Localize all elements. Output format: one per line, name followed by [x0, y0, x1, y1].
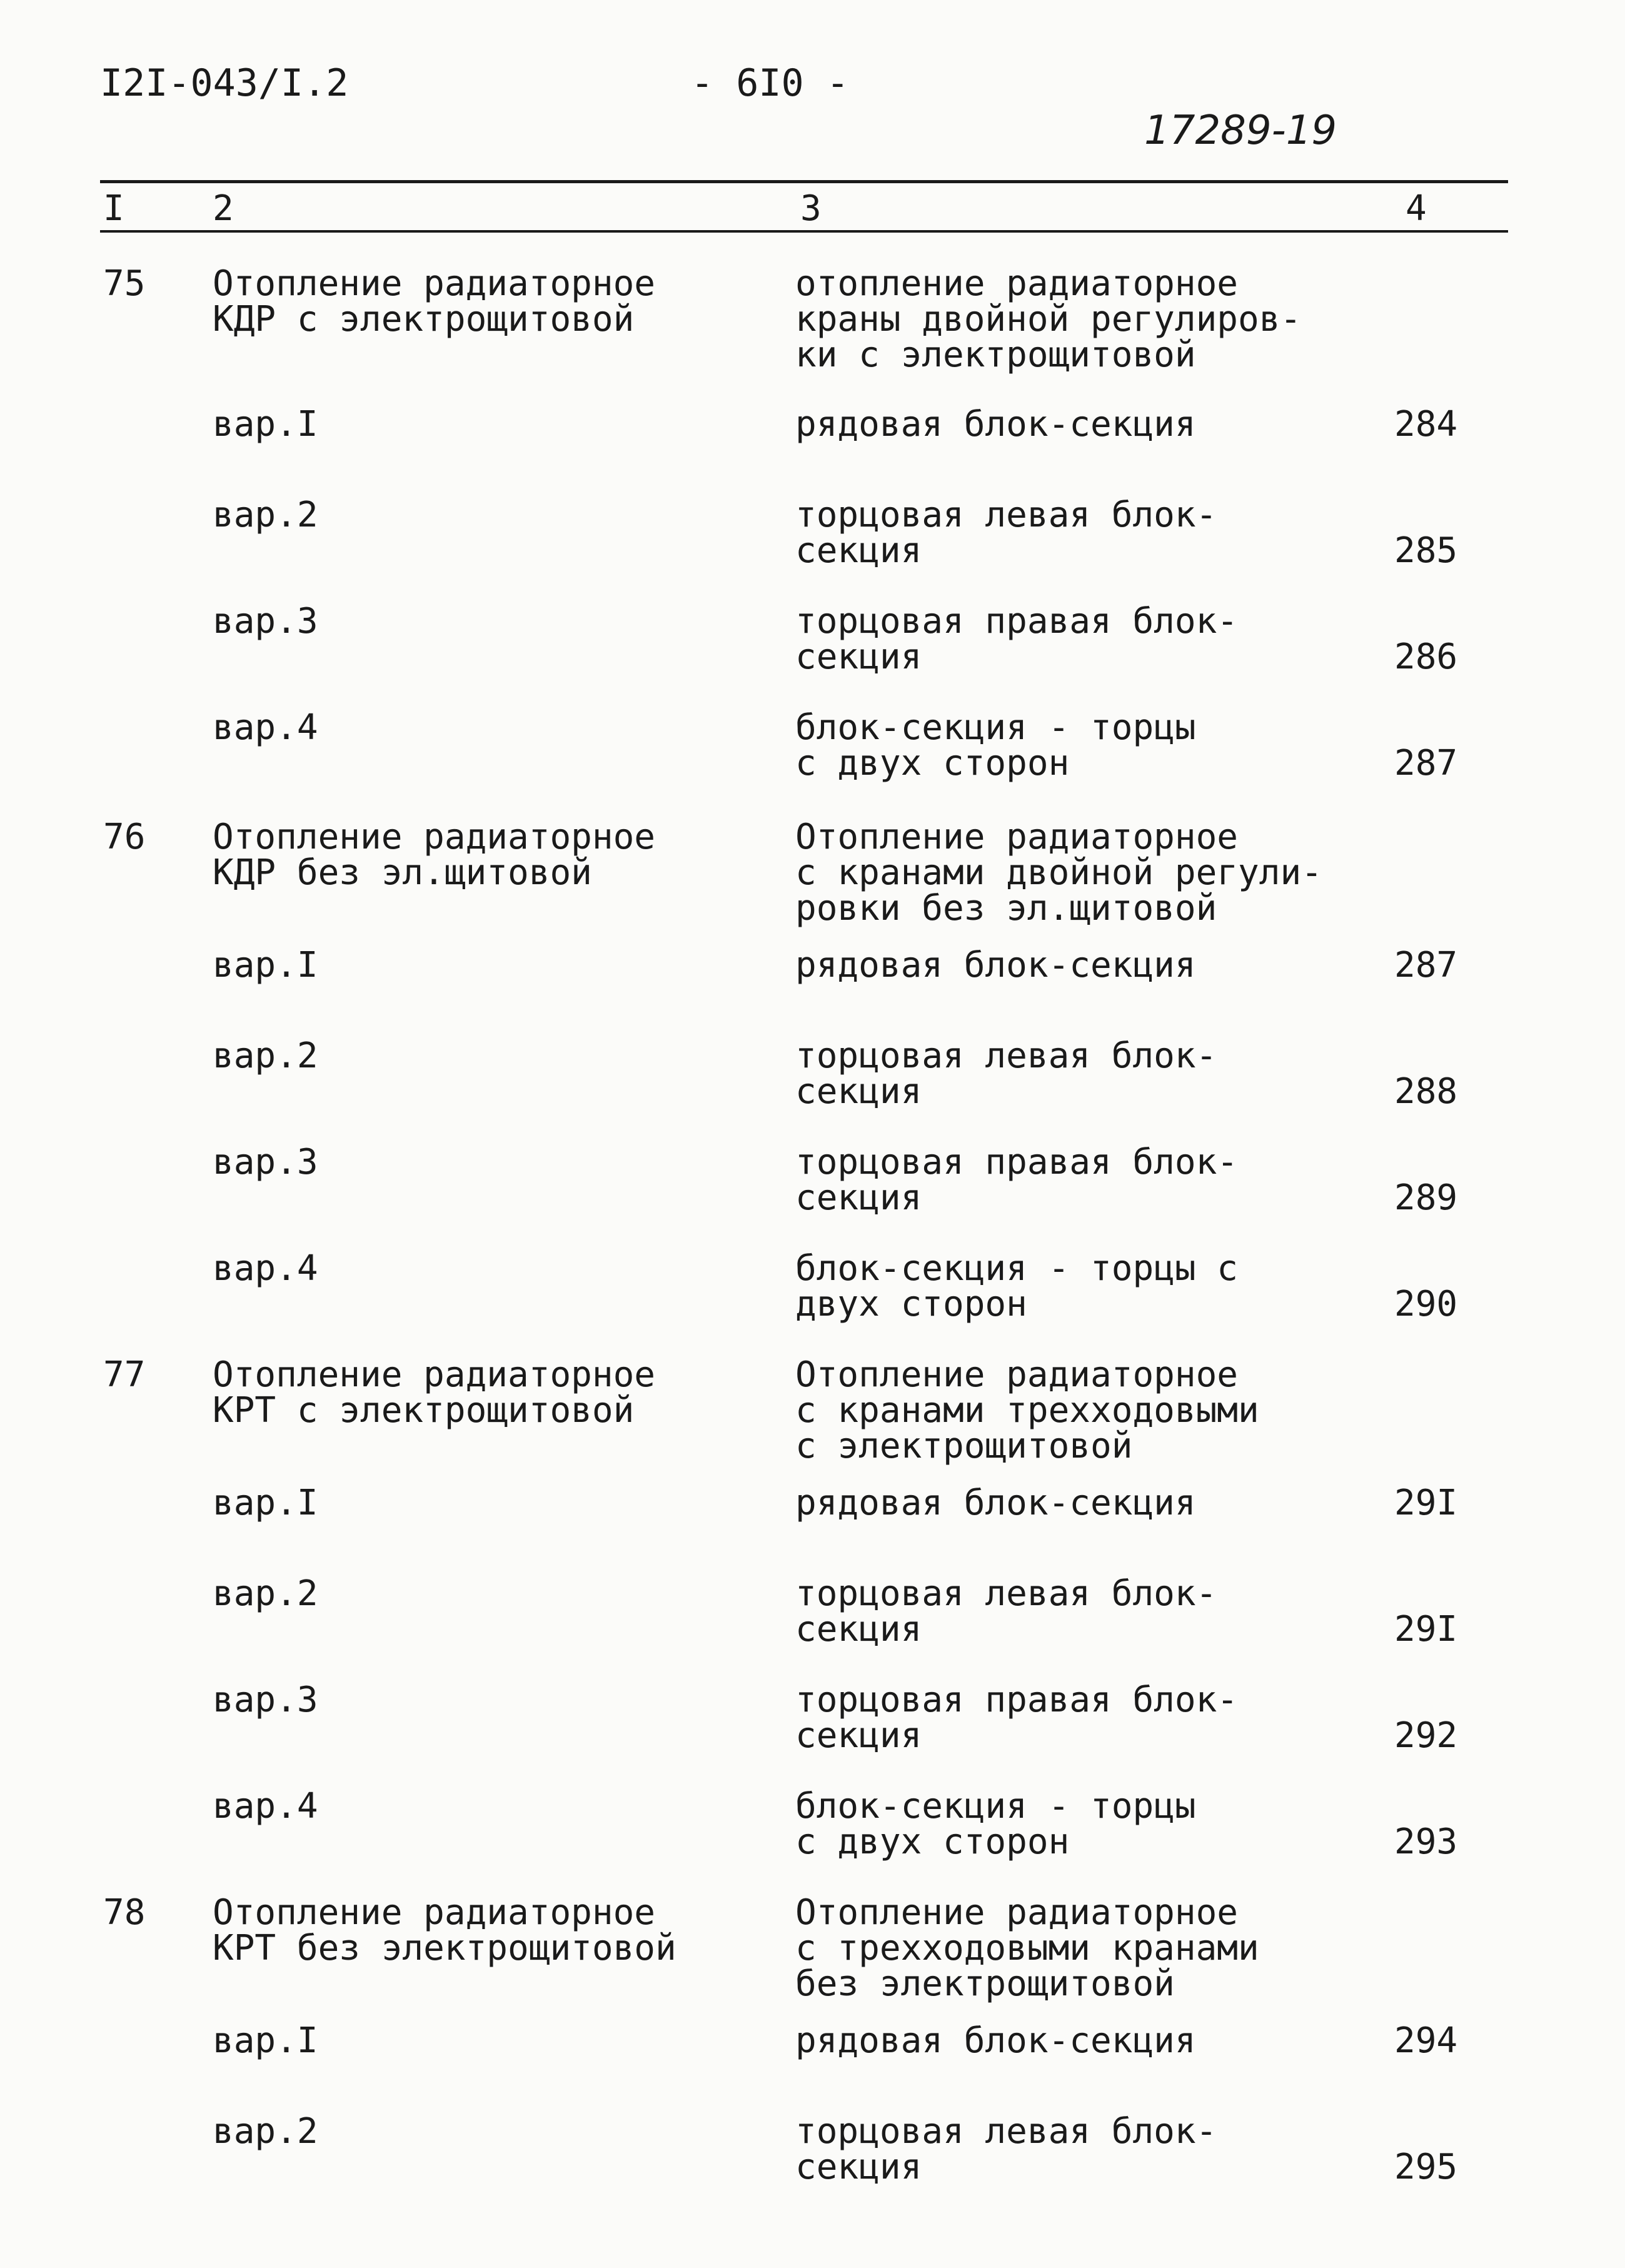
- row-page: 287: [1394, 945, 1458, 985]
- column-header-4: 4: [1406, 188, 1427, 229]
- row-description: торцовая левая блок- секция: [795, 1573, 1217, 1650]
- row-description: торцовая правая блок- секция: [795, 1680, 1239, 1756]
- row-description: Отопление радиаторное с кранами трехходовыми с электрощитовой: [795, 1354, 1259, 1466]
- row-page: 29I: [1394, 1483, 1458, 1523]
- row-page: 288: [1394, 1071, 1458, 1112]
- row-page: 292: [1394, 1715, 1458, 1756]
- row-page: 289: [1394, 1177, 1458, 1218]
- row-description: торцовая правая блок- секция: [795, 1142, 1239, 1218]
- row-name: вар.2: [213, 495, 318, 535]
- row-description: отопление радиаторное краны двойной регулиров- ки с электрощитовой: [795, 263, 1302, 375]
- column-header-1: I: [103, 188, 124, 229]
- row-name: Отопление радиаторное КРТ с электрощитовой: [213, 1354, 656, 1431]
- document-code: I2I-043/I.2: [100, 61, 349, 105]
- row-page: 285: [1394, 530, 1458, 571]
- row-name: вар.I: [213, 945, 318, 985]
- row-page: 284: [1394, 404, 1458, 445]
- row-name: Отопление радиаторное КРТ без электрощитовой: [213, 1892, 677, 1968]
- column-header-3: 3: [800, 188, 822, 229]
- row-description: торцовая левая блок- секция: [795, 1036, 1217, 1112]
- row-description: рядовая блок-секция: [795, 404, 1196, 445]
- page-number: - 6I0 -: [691, 61, 849, 105]
- row-page: 295: [1394, 2147, 1458, 2187]
- row-description: блок-секция - торцы с двух сторон: [795, 1786, 1196, 1862]
- row-description: торцовая правая блок- секция: [795, 601, 1239, 677]
- row-name: вар.2: [213, 2111, 318, 2152]
- row-page: 287: [1394, 743, 1458, 784]
- row-description: торцовая левая блок- секция: [795, 2111, 1217, 2187]
- row-number: 78: [103, 1892, 146, 1933]
- row-number: 76: [103, 817, 146, 857]
- row-name: вар.3: [213, 1142, 318, 1182]
- handwritten-number: 17289-19: [1144, 108, 1337, 154]
- row-description: рядовая блок-секция: [795, 945, 1196, 985]
- row-description: рядовая блок-секция: [795, 1483, 1196, 1523]
- table-top-rule: [100, 180, 1508, 183]
- column-header-2: 2: [213, 188, 234, 229]
- row-name: вар.2: [213, 1573, 318, 1614]
- row-number: 75: [103, 263, 146, 304]
- table-header-rule: [100, 230, 1508, 233]
- row-name: вар.I: [213, 1483, 318, 1523]
- row-name: вар.2: [213, 1036, 318, 1076]
- row-description: Отопление радиаторное с кранами двойной регули- ровки без эл.щитовой: [795, 817, 1322, 929]
- row-name: Отопление радиаторное КДР с электрощитовой: [213, 263, 656, 340]
- row-name: вар.4: [213, 707, 318, 748]
- row-name: вар.4: [213, 1248, 318, 1289]
- row-page: 294: [1394, 2020, 1458, 2061]
- row-description: блок-секция - торцы с двух сторон: [795, 707, 1196, 784]
- row-description: торцовая левая блок- секция: [795, 495, 1217, 571]
- row-page: 29I: [1394, 1609, 1458, 1650]
- row-name: вар.3: [213, 601, 318, 642]
- row-description: блок-секция - торцы с двух сторон: [795, 1248, 1239, 1324]
- row-name: вар.I: [213, 2020, 318, 2061]
- row-page: 290: [1394, 1284, 1458, 1324]
- row-name: Отопление радиаторное КДР без эл.щитовой: [213, 817, 656, 893]
- row-name: вар.3: [213, 1680, 318, 1720]
- row-name: вар.4: [213, 1786, 318, 1827]
- row-description: Отопление радиаторное с трехходовыми кранами без электрощитовой: [795, 1892, 1259, 2004]
- row-description: рядовая блок-секция: [795, 2020, 1196, 2061]
- row-page: 286: [1394, 637, 1458, 677]
- row-number: 77: [103, 1354, 146, 1395]
- row-page: 293: [1394, 1822, 1458, 1862]
- row-name: вар.I: [213, 404, 318, 445]
